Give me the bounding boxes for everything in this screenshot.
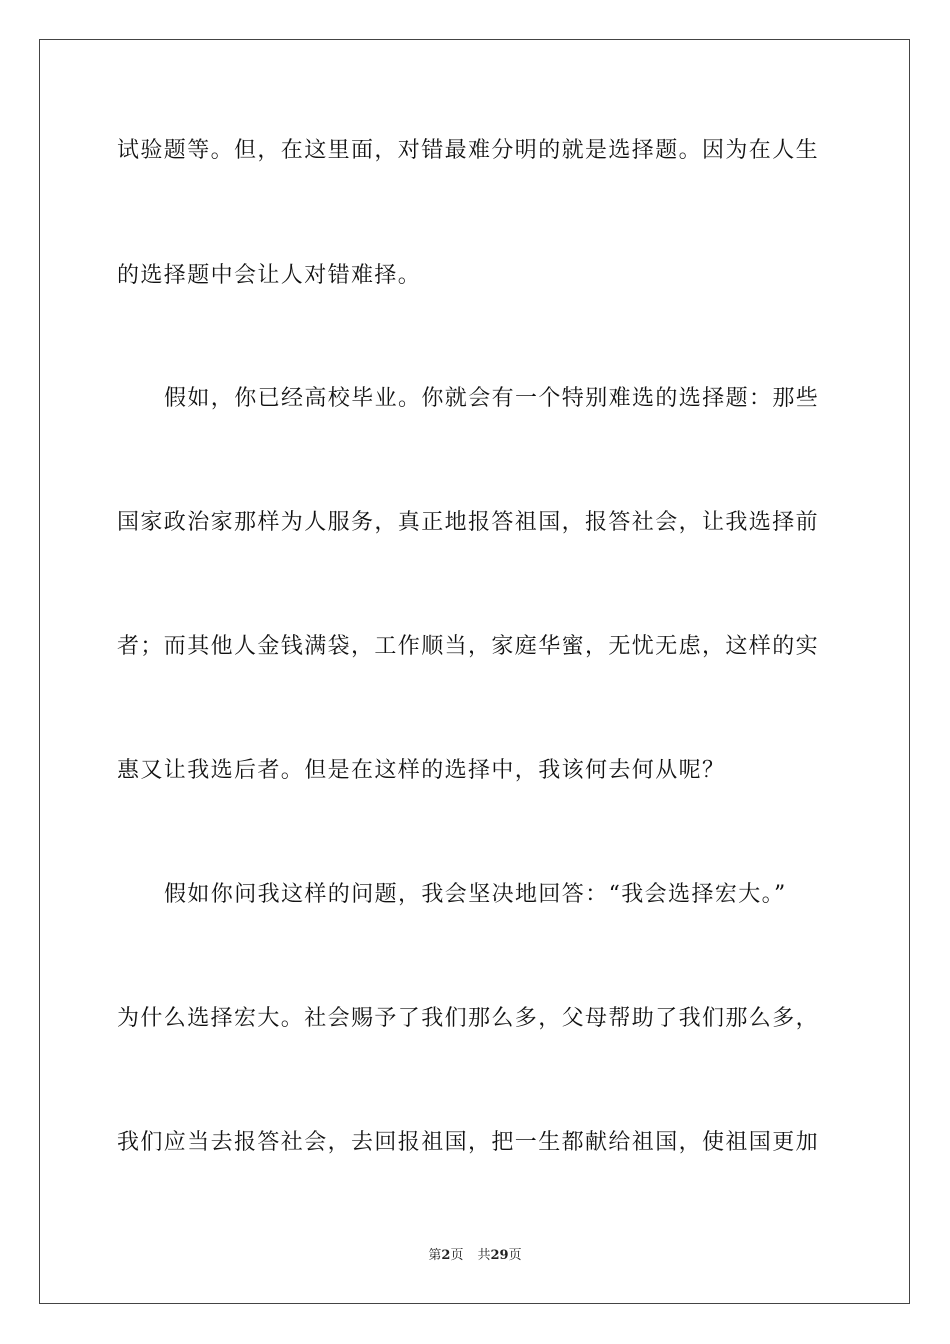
text-line: 惠又让我选后者。但是在这样的选择中，我该何去何从呢？: [117, 758, 726, 783]
text-line: 国家政治家那样为人服务，真正地报答祖国，报答社会，让我选择前: [117, 510, 820, 535]
paragraph-first-line: 假如你问我这样的问题，我会坚决地回答：“我会选择宏大。”: [164, 882, 787, 907]
paragraph-first-line: 假如，你已经高校毕业。你就会有一个特别难选的选择题：那些: [164, 386, 820, 411]
text-line: 我们应当去报答社会，去回报祖国，把一生都献给祖国，使祖国更加: [117, 1130, 820, 1155]
page-footer: [0, 1247, 950, 1265]
page-number: 2: [441, 1248, 451, 1263]
total-pages-suffix: 页: [508, 1248, 522, 1263]
text-line: 者；而其他人金钱满袋，工作顺当，家庭华蜜，无忧无虑，这样的实: [117, 634, 820, 659]
page-border: [39, 39, 910, 1304]
total-pages: 29: [490, 1248, 509, 1263]
total-pages-prefix: 共: [477, 1248, 491, 1263]
page-number-prefix: 第: [428, 1248, 442, 1263]
page-number-suffix: 页: [450, 1248, 464, 1263]
text-line: 的选择题中会让人对错难择。: [117, 263, 422, 288]
text-line: 为什么选择宏大。社会赐予了我们那么多，父母帮助了我们那么多，: [117, 1006, 820, 1031]
text-line: 试验题等。但，在这里面，对错最难分明的就是选择题。因为在人生: [117, 138, 820, 163]
